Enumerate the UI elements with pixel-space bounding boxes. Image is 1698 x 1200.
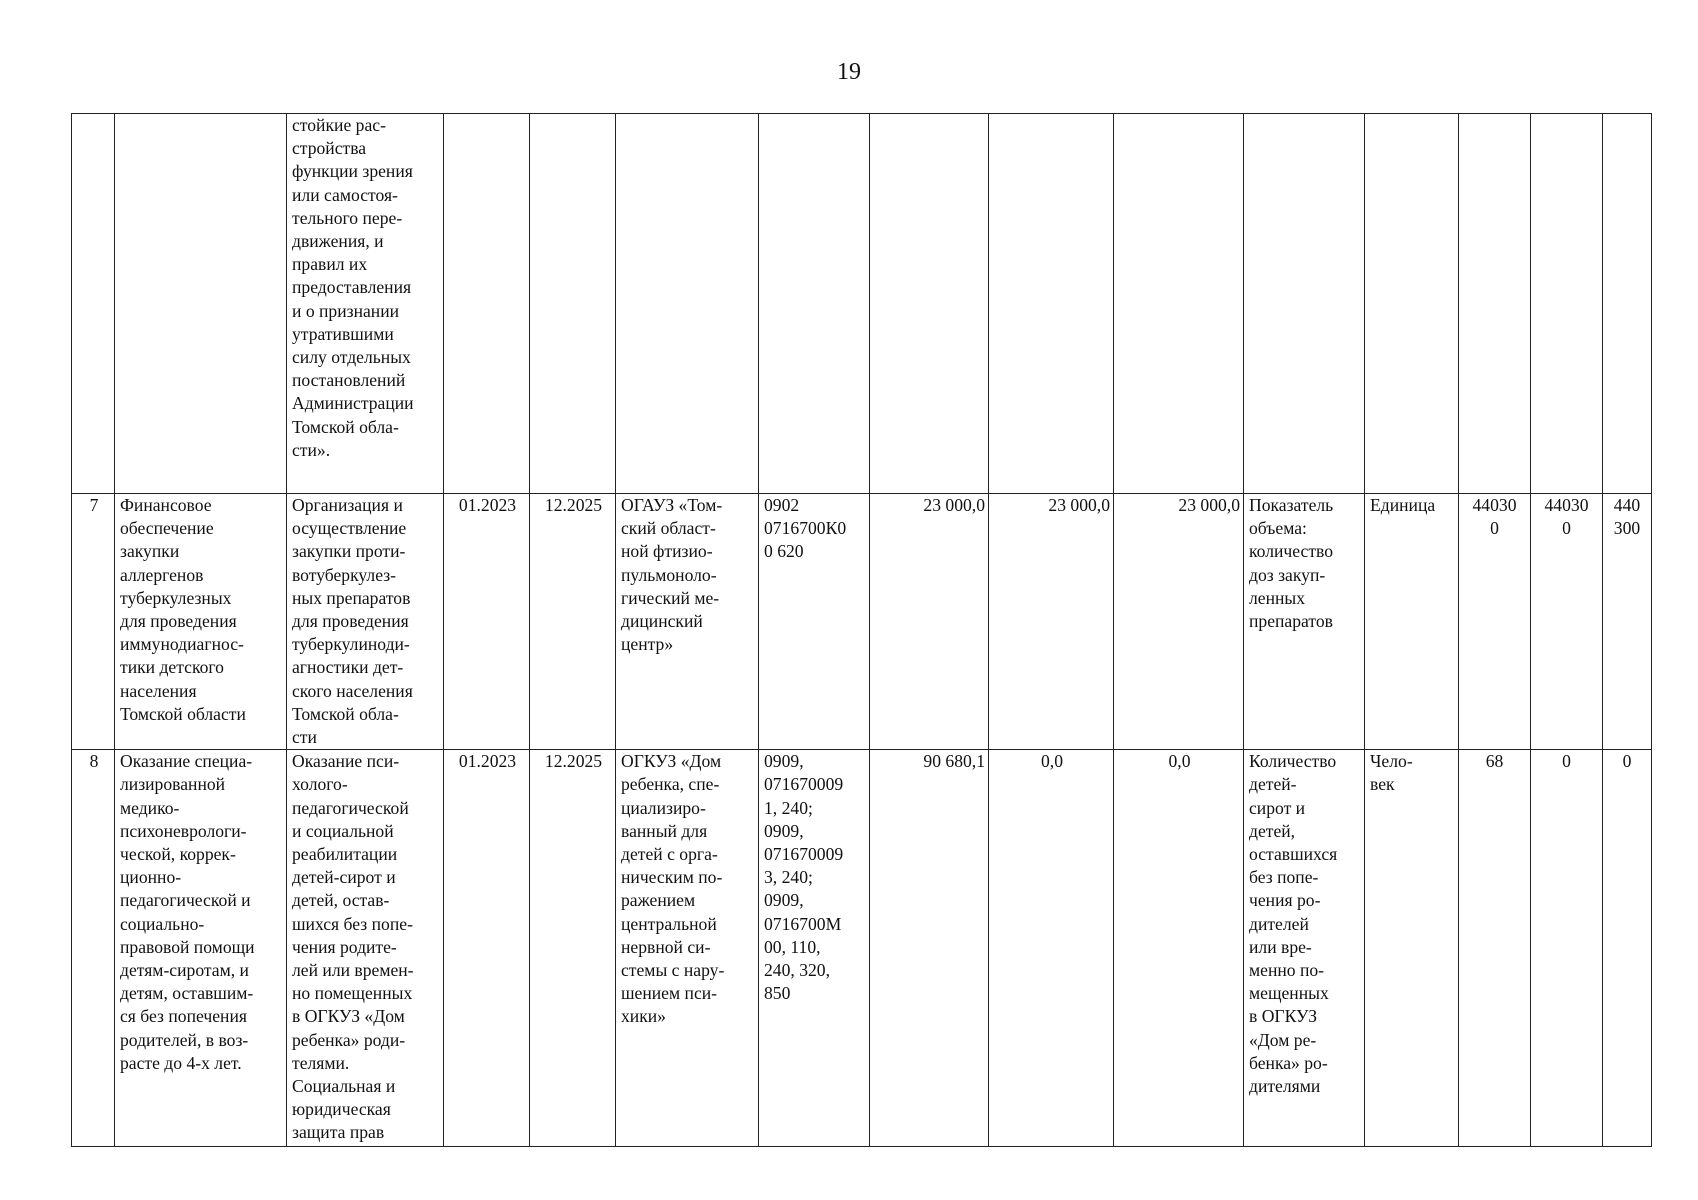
budget-code-cell: 0909, 071670009 1, 240; 0909, 071670009 3, 240; 0909, 0716700М 00, 110, 240, 320, 850 [759, 750, 870, 1147]
page-number: 19 [837, 59, 861, 85]
indicator-value-cell [1531, 114, 1603, 494]
table-row [72, 494, 1652, 750]
table-row [72, 114, 1652, 494]
executor-cell: ОГКУЗ «Дом ребенка, спе- циализиро- ванный для детей с орга- ническим по- ражением центральной нервной си- стемы с нару- шением пси- хики» [616, 750, 759, 1147]
activity-name-cell: Финансовое обеспечение закупки аллергенов туберкулезных для проведения иммунодиагнос- тики детского населения Томской области [115, 494, 287, 750]
activity-name-cell [115, 114, 287, 494]
program-activities-table [71, 113, 1652, 1147]
amount-cell [989, 114, 1114, 494]
budget-code-cell [759, 114, 870, 494]
unit-cell [1365, 114, 1459, 494]
activity-name-cell: Оказание специа- лизированной медико- психоневрологи- ческой, коррек- ционно- педагогической и социально- правовой помощи детям-сиротам, и детям, оставшим- ся без попечения родителей, в воз- расте до 4-х лет. [115, 750, 287, 1147]
indicator-value-cell [1603, 114, 1652, 494]
indicator-cell [1244, 114, 1365, 494]
row-number-cell: 7 [72, 494, 115, 750]
end-date-cell [530, 114, 616, 494]
unit-cell: Чело- век [1365, 750, 1459, 1147]
indicator-value-cell [1459, 114, 1531, 494]
executor-cell [616, 114, 759, 494]
start-date-cell [444, 114, 530, 494]
activity-content-cell: Организация и осуществление закупки проти- вотуберкулез- ных препаратов для проведения туберкулиноди- агностики дет- ского населения Томской обла- сти [287, 494, 444, 750]
indicator-cell: Количество детей- сирот и детей, оставшихся без попе- чения ро- дителей или вре- менно по- мещенных в ОГКУЗ «Дом ре- бенка» ро- дителями [1244, 750, 1365, 1147]
end-date-cell: 12.2025 [530, 494, 616, 750]
indicator-value-cell: 44030 0 [1531, 494, 1603, 750]
indicator-cell: Показатель объема: количество доз закуп- ленных препаратов [1244, 494, 1365, 750]
amount-cell: 90 680,1 [870, 750, 989, 1147]
end-date-cell: 12.2025 [530, 750, 616, 1147]
indicator-value-cell: 0 [1603, 750, 1652, 1147]
amount-cell: 23 000,0 [1114, 494, 1244, 750]
start-date-cell: 01.2023 [444, 494, 530, 750]
amount-cell: 23 000,0 [989, 494, 1114, 750]
row-number-cell [72, 114, 115, 494]
budget-code-cell: 0902 0716700К0 0 620 [759, 494, 870, 750]
start-date-cell: 01.2023 [444, 750, 530, 1147]
amount-cell [1114, 114, 1244, 494]
indicator-value-cell: 68 [1459, 750, 1531, 1147]
amount-cell: 23 000,0 [870, 494, 989, 750]
table-row [72, 750, 1652, 1147]
executor-cell: ОГАУЗ «Том- ский област- ной фтизио- пульмоноло- гический ме- дицинский центр» [616, 494, 759, 750]
activity-content-cell: Оказание пси- холого- педагогической и социальной реабилитации детей-сирот и детей, остав- шихся без попе- чения родите- лей или времен- но помещенных в ОГКУЗ «Дом ребенка» роди- телями. Социальная и юридическая защита прав [287, 750, 444, 1147]
amount-cell: 0,0 [989, 750, 1114, 1147]
indicator-value-cell: 0 [1531, 750, 1603, 1147]
indicator-value-cell: 440 300 [1603, 494, 1652, 750]
row-number-cell: 8 [72, 750, 115, 1147]
amount-cell: 0,0 [1114, 750, 1244, 1147]
indicator-value-cell: 44030 0 [1459, 494, 1531, 750]
unit-cell: Единица [1365, 494, 1459, 750]
activity-content-cell: стойкие рас- стройства функции зрения или самостоя- тельного пере- движения, и правил их предоставления и о признании утратившими силу отдельных постановлений Администрации Томской обла- сти». [287, 114, 444, 494]
amount-cell [870, 114, 989, 494]
